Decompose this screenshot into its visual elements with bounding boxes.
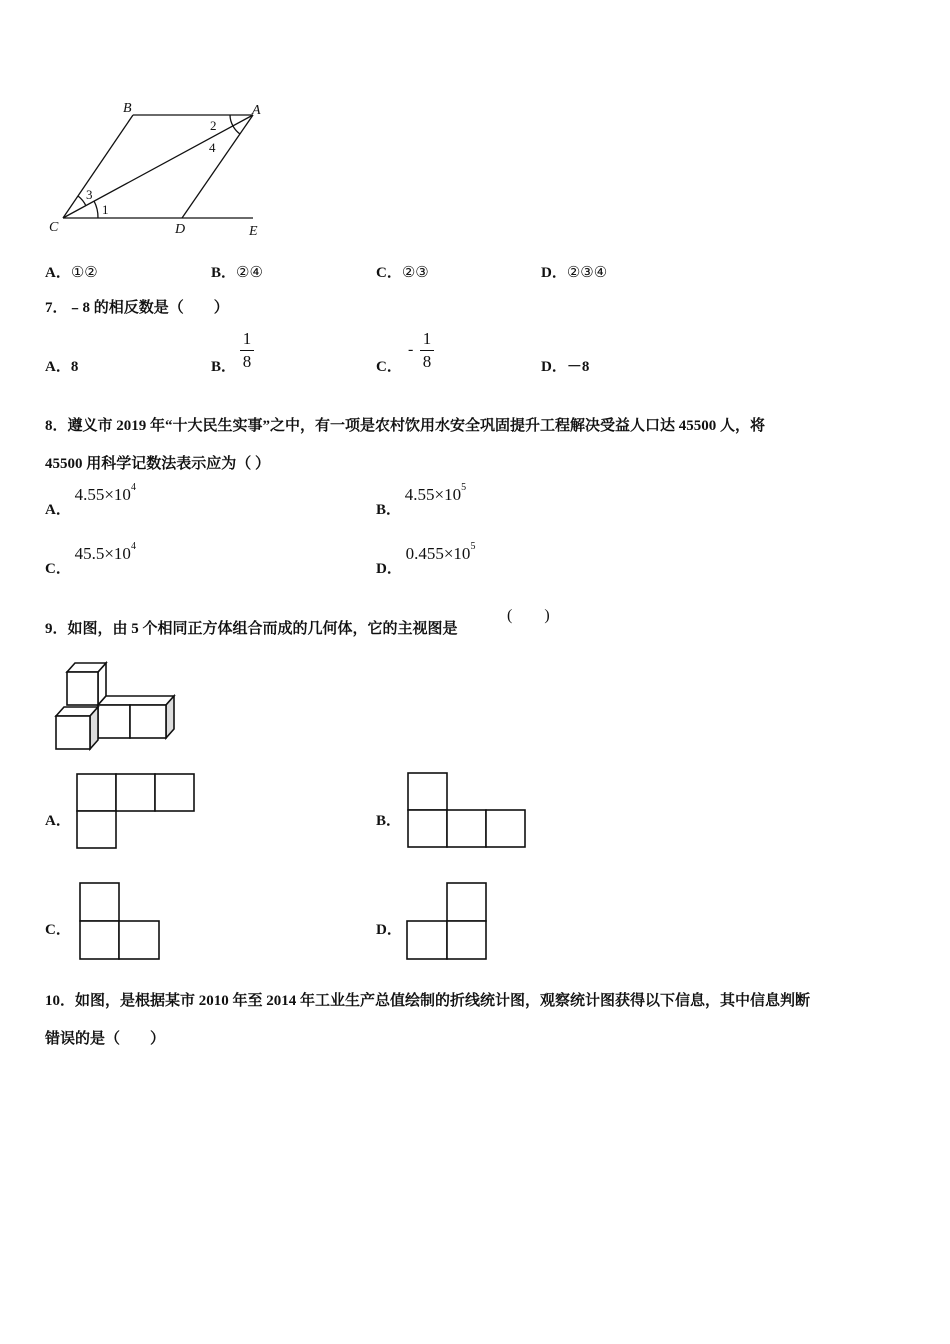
fraction-bar — [420, 350, 434, 351]
square — [486, 810, 525, 847]
option-label: A． — [45, 502, 71, 518]
q9-option-b-view[interactable] — [407, 772, 529, 852]
square — [77, 811, 116, 848]
square — [155, 774, 194, 811]
q10-stem-line1: 10．如图，是根据某市 2010 年至 2014 年工业生产总值绘制的折线统计图，观察统计图获得以下信息，其中信息判断 — [45, 993, 811, 1009]
exponent: 5 — [470, 541, 476, 553]
square — [80, 921, 119, 959]
q7-option-c-fraction — [420, 330, 434, 371]
cube-front-front — [56, 716, 90, 749]
option-label: C． — [376, 265, 402, 281]
option-label: A． — [45, 359, 71, 375]
q9-option-c-label[interactable]: C． — [45, 922, 71, 938]
option-label: B． — [376, 502, 402, 518]
q10-stem-line2: 错误的是（ ） — [45, 1031, 166, 1047]
times-ten: ×10 — [434, 485, 462, 504]
q9-option-d-label[interactable]: D． — [376, 922, 402, 938]
angle-arc-A — [230, 115, 233, 126]
option-label: B． — [211, 359, 237, 375]
q7-option-b-fraction — [240, 330, 254, 371]
q8-stem-line2: 45500 用科学记数法表示应为（ ） — [45, 456, 271, 472]
option-label: D． — [541, 265, 567, 281]
option-text: －8 — [566, 359, 590, 375]
option-label: C． — [45, 561, 71, 577]
q6-option-a[interactable] — [45, 261, 98, 282]
q9-answer-paren: ( ) — [507, 607, 550, 624]
times-ten: ×10 — [443, 544, 471, 563]
square — [119, 921, 159, 959]
vertex-label-D: D — [175, 222, 186, 237]
q9-option-b-label[interactable]: B． — [376, 813, 402, 829]
option-text: ②③ — [401, 265, 429, 281]
q7-option-b[interactable] — [211, 355, 236, 376]
cube-top-front — [67, 672, 98, 705]
q9-option-d-view[interactable] — [406, 882, 490, 962]
option-expression — [74, 541, 136, 563]
cube-row-cap — [98, 696, 174, 705]
q6-option-d[interactable] — [541, 261, 607, 282]
cube-row-front-1 — [98, 705, 130, 738]
vertex-label-A: A — [252, 103, 261, 118]
angle-arc-C — [94, 201, 98, 218]
cube-row-front-2 — [130, 705, 166, 738]
segment-BC — [63, 115, 133, 218]
square — [447, 810, 486, 847]
exponent: 4 — [130, 541, 136, 553]
square — [447, 921, 486, 959]
option-text: ①② — [70, 265, 98, 281]
numerator: 1 — [422, 329, 432, 348]
angle-label-3: 3 — [86, 187, 93, 202]
denominator: 8 — [242, 352, 252, 371]
square — [408, 810, 447, 847]
q9-option-a-label[interactable]: A． — [45, 813, 71, 829]
option-expression — [404, 482, 467, 504]
mantissa: 4.55 — [74, 485, 105, 504]
square — [80, 883, 119, 921]
numerator: 1 — [242, 329, 252, 348]
option-expression — [74, 482, 136, 504]
square — [447, 883, 486, 921]
angle-arc-A2 — [233, 126, 240, 134]
angle-arc-C2 — [78, 196, 86, 206]
q8-option-c[interactable] — [45, 541, 136, 577]
q7-option-c-sign: - — [408, 341, 414, 358]
square — [116, 774, 155, 811]
q9-option-a-view[interactable] — [76, 773, 198, 853]
exponent: 5 — [461, 482, 467, 494]
vertex-label-E: E — [249, 224, 258, 239]
angle-label-1: 1 — [102, 202, 109, 217]
q8-stem-line1: 8．遵义市 2019 年“十大民生实事”之中，有一项是农村饮用水安全巩固提升工程解决受益人口达 45500 人，将 — [45, 418, 766, 434]
times-ten: ×10 — [104, 485, 131, 504]
vertex-label-C: C — [49, 220, 59, 235]
fraction-bar — [240, 350, 254, 351]
option-text: 8 — [70, 359, 79, 375]
vertex-label-B: B — [123, 101, 132, 116]
q7-option-c[interactable] — [376, 355, 402, 376]
option-text: ②④ — [236, 265, 263, 281]
q8-option-d[interactable] — [376, 541, 476, 577]
q7-option-a[interactable] — [45, 355, 78, 376]
exponent: 4 — [130, 482, 136, 494]
mantissa: 0.455 — [405, 544, 444, 563]
option-label: C． — [376, 359, 402, 375]
square — [408, 773, 447, 810]
mantissa: 4.55 — [404, 485, 435, 504]
q7-option-d[interactable] — [541, 355, 589, 376]
q8-option-b[interactable] — [376, 482, 467, 518]
cube-stack-figure — [52, 660, 182, 755]
square — [77, 774, 116, 811]
option-label: B． — [211, 265, 237, 281]
segment-AD — [182, 115, 253, 218]
angle-label-4: 4 — [209, 140, 216, 155]
q8-option-a[interactable] — [45, 482, 136, 518]
q9-option-c-view[interactable] — [79, 882, 163, 962]
cube-top-cap — [67, 663, 106, 672]
option-label: D． — [541, 359, 567, 375]
segment-CA — [63, 115, 253, 218]
square — [407, 921, 447, 959]
q7-stem: 7．﹣8 的相反数是（ ） — [45, 300, 229, 316]
times-ten: ×10 — [104, 544, 131, 563]
q6-option-c[interactable] — [376, 261, 429, 282]
option-label: A． — [45, 265, 71, 281]
option-text: ②③④ — [566, 265, 608, 281]
option-label: D． — [376, 561, 402, 577]
option-expression — [405, 541, 476, 563]
denominator: 8 — [422, 352, 432, 371]
parallelogram-figure — [40, 95, 280, 245]
q6-option-b[interactable] — [211, 261, 263, 282]
q9-stem: 9．如图，由 5 个相同正方体组合而成的几何体，它的主视图是 — [45, 621, 458, 637]
mantissa: 45.5 — [74, 544, 105, 563]
angle-label-2: 2 — [210, 118, 217, 133]
